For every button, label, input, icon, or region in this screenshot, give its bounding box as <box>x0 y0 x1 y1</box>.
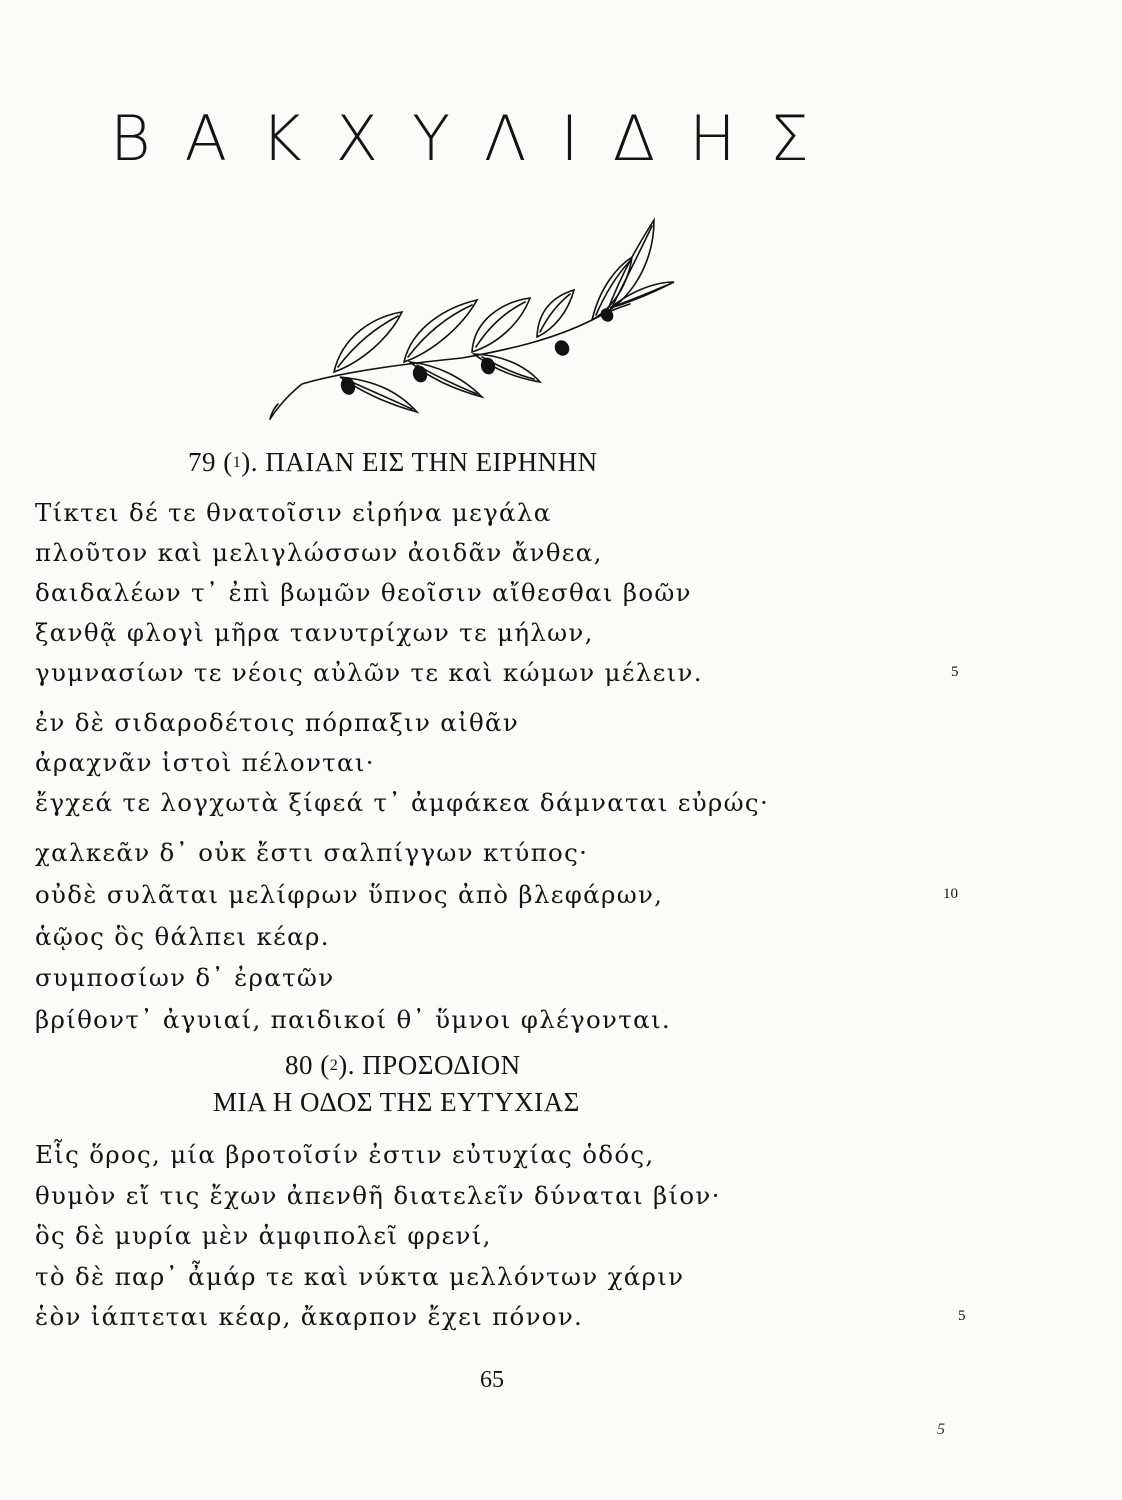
poem-title: ΠΡΟΣΟΔΙΟΝ <box>362 1050 521 1080</box>
verse-line: ἀραχνᾶν ἱστοὶ πέλονται· <box>35 748 375 777</box>
poem-number: 79 <box>188 447 216 477</box>
verse-line: βρίθοντ᾽ ἀγυιαί, παιδικοί θ᾽ ὕμνοι φλέγονται. <box>35 1005 671 1034</box>
verse-line: τὸ δὲ παρ᾽ ἆμάρ τε καὶ νύκτα μελλόντων χάριν <box>35 1262 685 1291</box>
line-number: 5 <box>951 664 959 680</box>
poem-heading: 80 ($^2$). ΠΡΟΣΟΔΙΟΝ <box>285 1050 521 1080</box>
page-number: 65 <box>480 1367 504 1393</box>
verse-line: πλοῦτον καὶ μελιγλώσσων ἀοιδᾶν ἄνθεα, <box>35 538 603 567</box>
verse-line: χαλκεᾶν δ᾽ οὐκ ἔστι σαλπίγγων κτύπος· <box>35 838 589 867</box>
verse-line: δαιδαλέων τ᾽ ἐπὶ βωμῶν θεοῖσιν αἴθεσθαι βοῶν <box>35 578 692 607</box>
poem-ref: 2 <box>329 1057 339 1074</box>
verse-line: ἑὸν ἰάπτεται κέαρ, ἄκαρπον ἔχει πόνον. <box>35 1302 584 1331</box>
poem-title: ΠΑΙΑΝ ΕΙΣ ΤΗΝ ΕΙΡΗΝΗΝ <box>265 447 598 477</box>
verse-line: Τίκτει δέ τε θνατοῖσιν εἰρήνα μεγάλα <box>35 498 552 527</box>
line-number: 10 <box>943 886 958 902</box>
verse-line: συμποσίων δ᾽ ἐρατῶν <box>35 963 335 992</box>
verse-line: οὐδὲ συλᾶται μελίφρων ὕπνος ἀπὸ βλεφάρων, <box>35 880 664 909</box>
verse-line: Εἷς ὅρος, μία βροτοῖσίν ἐστιν εὐτυχίας ὁδός, <box>35 1140 655 1169</box>
verse-line: ἐν δὲ σιδαροδέτοις πόρπαξιν αἰθᾶν <box>35 708 520 737</box>
page-title: ΒΑΚΧΥΛΙΔΗΣ <box>110 102 843 175</box>
verse-line: ἁῷος ὃς θάλπει κέαρ. <box>35 922 330 951</box>
stray-mark: 5 <box>937 1421 945 1438</box>
verse-line: ὃς δὲ μυρία μὲν ἀμφιπολεῖ φρενί, <box>35 1221 492 1250</box>
line-number: 5 <box>958 1308 966 1324</box>
verse-line: ἔγχεά τε λογχωτὰ ξίφεά τ᾽ ἀμφάκεα δάμναται εὐρώς· <box>35 788 770 817</box>
poem-heading: 79 ($^1$). ΠΑΙΑΝ ΕΙΣ ΤΗΝ ΕΙΡΗΝΗΝ <box>188 447 598 477</box>
poem-number: 80 <box>285 1050 313 1080</box>
poem-subtitle: ΜΙΑ Η ΟΔΟΣ ΤΗΣ ΕΥΤΥΧΙΑΣ <box>213 1087 580 1117</box>
verse-line: θυμὸν εἴ τις ἔχων ἀπενθῆ διατελεῖν δύναται βίον· <box>35 1181 721 1210</box>
verse-line: ξανθᾷ φλογὶ μῆρα τανυτρίχων τε μήλων, <box>35 618 594 647</box>
poem-ref: 1 <box>232 454 242 471</box>
olive-branch-icon <box>262 212 682 427</box>
verse-line: γυμνασίων τε νέοις αὐλῶν τε καὶ κώμων μέλειν. <box>35 658 703 687</box>
